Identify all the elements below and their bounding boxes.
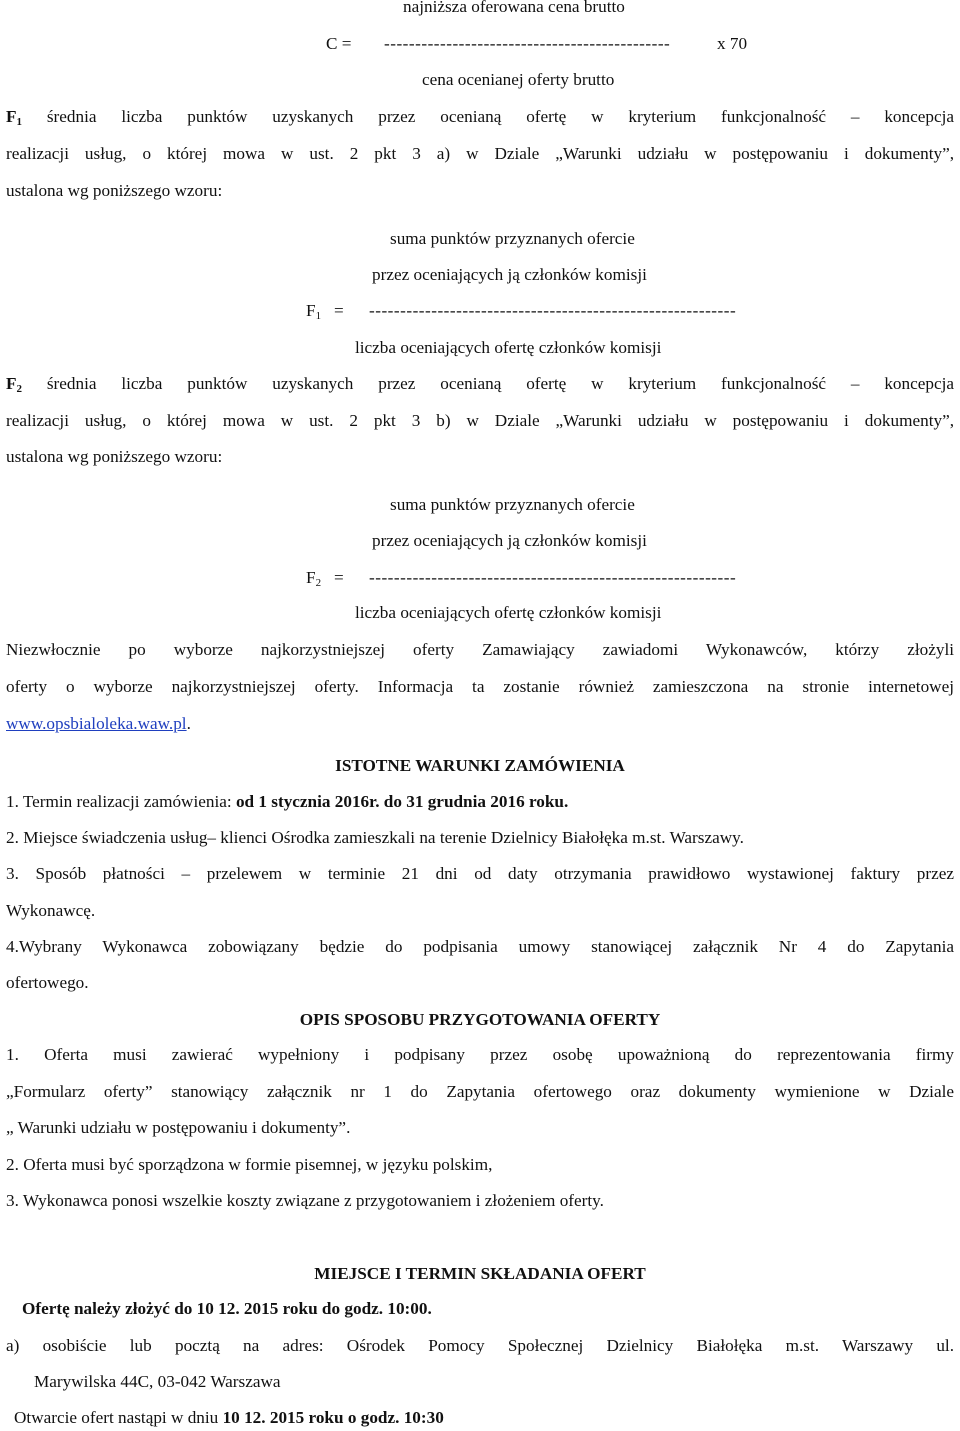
section-heading-istotne-warunki: ISTOTNE WARUNKI ZAMÓWIENIA bbox=[335, 756, 625, 775]
section2-item2: 2. Oferta musi być sporządzona w formie pisemnej, w języku polskim, bbox=[6, 1155, 493, 1174]
section3-address-line1: a) osobiście lub pocztą na adres: Ośrodek Pomocy Społecznej Dzielnicy Białołęka m.st. Warszawy ul. bbox=[6, 1336, 954, 1355]
section-heading-opis-sposobu: OPIS SPOSOBU PRZYGOTOWANIA OFERTY bbox=[299, 1010, 661, 1029]
formula-f1-fraction-bar: ----------------------------------------------------------- bbox=[369, 301, 737, 320]
section2-item3: 3. Wykonawca ponosi wszelkie koszty związane z przygotowaniem i złożeniem oferty. bbox=[6, 1191, 604, 1210]
f1-definition-line2: realizacji usług, o której mowa w ust. 2 pkt 3 a) w Dziale „Warunki udziału w postępowaniu i dokumenty”, bbox=[6, 144, 954, 163]
notice-link-line: www.opsbialoleka.waw.pl. bbox=[6, 714, 191, 733]
website-link[interactable]: www.opsbialoleka.waw.pl bbox=[6, 714, 187, 733]
formula-f1-numerator-line1: suma punktów przyznanych ofercie bbox=[390, 229, 635, 248]
formula-f1-numerator-line2: przez oceniających ją członków komisji bbox=[372, 265, 647, 284]
notice-line2: oferty o wyborze najkorzystniejszej oferty. Informacja ta zostanie również zamieszczona na stronie internetowej bbox=[6, 677, 954, 696]
section1-item2: 2. Miejsce świadczenia usług– klienci Ośrodka zamieszkali na terenie Dzielnicy Białołęka m.st. Warszawy. bbox=[6, 828, 744, 847]
section2-item1-line2: „Formularz oferty” stanowiący załącznik nr 1 do Zapytania ofertowego oraz dokumenty wymienione w Dziale bbox=[6, 1082, 954, 1101]
f2-definition-line2: realizacji usług, o której mowa w ust. 2 pkt 3 b) w Dziale „Warunki udziału w postępowaniu i dokumenty”, bbox=[6, 411, 954, 430]
formula-f2-fraction-bar: ----------------------------------------------------------- bbox=[369, 568, 737, 587]
formula-c-numerator: najniższa oferowana cena brutto bbox=[403, 0, 625, 16]
formula-f2-numerator-line2: przez oceniających ją członków komisji bbox=[372, 531, 647, 550]
formula-f2-denominator: liczba oceniających ofertę członków komisji bbox=[355, 603, 662, 622]
section1-item4-line1: 4.Wybrany Wykonawca zobowiązany będzie do podpisania umowy stanowiącej załącznik Nr 4 do Zapytania bbox=[6, 937, 954, 956]
formula-c-denominator: cena ocenianej oferty brutto bbox=[422, 70, 615, 89]
section1-item3-line2: Wykonawcę. bbox=[6, 901, 96, 920]
formula-c-multiplier: x 70 bbox=[717, 34, 748, 53]
section3-deadline: Ofertę należy złożyć do 10 12. 2015 roku do godz. 10:00. bbox=[22, 1299, 432, 1318]
f2-symbol: $F_2$ bbox=[6, 374, 22, 395]
formula-f2-lhs: $F_2$ bbox=[306, 568, 322, 589]
formula-c-fraction-bar: ---------------------------------------------- bbox=[384, 34, 671, 53]
section-heading-miejsce-i-termin: MIEJSCE I TERMIN SKŁADANIA OFERT bbox=[314, 1264, 646, 1283]
f1-definition-line1: $F_1$ średnia liczba punktów uzyskanych przez ocenianą ofertę w kryterium funkcjonalność – koncepcja bbox=[6, 107, 954, 128]
formula-c-lhs: C = bbox=[326, 34, 352, 53]
f1-definition-line3: ustalona wg poniższego wzoru: bbox=[6, 181, 223, 200]
section2-item1-line1: 1. Oferta musi zawierać wypełniony i podpisany przez osobę upoważnioną do reprezentowania firmy bbox=[6, 1045, 954, 1064]
f2-definition-line3: ustalona wg poniższego wzoru: bbox=[6, 447, 223, 466]
formula-f1-equals: = bbox=[334, 301, 344, 320]
section1-item3-line1: 3. Sposób płatności – przelewem w terminie 21 dni od daty otrzymania prawidłowo wystawionej faktury przez bbox=[6, 864, 954, 883]
section1-item1: 1. Termin realizacji zamówienia: od 1 stycznia 2016r. do 31 grudnia 2016 roku. bbox=[6, 792, 569, 811]
section2-item1-line3: „ Warunki udziału w postępowaniu i dokumenty”. bbox=[6, 1118, 351, 1137]
section3-opening: Otwarcie ofert nastąpi w dniu 10 12. 2015 roku o godz. 10:30 bbox=[14, 1408, 444, 1427]
formula-f1-lhs: $F_1$ bbox=[306, 301, 322, 322]
f2-definition-line1: $F_2$ średnia liczba punktów uzyskanych przez ocenianą ofertę w kryterium funkcjonalność – koncepcja bbox=[6, 374, 954, 395]
notice-line1: Niezwłocznie po wyborze najkorzystniejszej oferty Zamawiający zawiadomi Wykonawców, którzy złożyli bbox=[6, 640, 954, 659]
formula-f1-denominator: liczba oceniających ofertę członków komisji bbox=[355, 338, 662, 357]
formula-f2-equals: = bbox=[334, 568, 344, 587]
section1-item4-line2: ofertowego. bbox=[6, 973, 89, 992]
formula-f2-numerator-line1: suma punktów przyznanych ofercie bbox=[390, 495, 635, 514]
f1-symbol: $F_1$ bbox=[6, 107, 22, 128]
section3-address-line2: Marywilska 44C, 03-042 Warszawa bbox=[34, 1372, 281, 1391]
